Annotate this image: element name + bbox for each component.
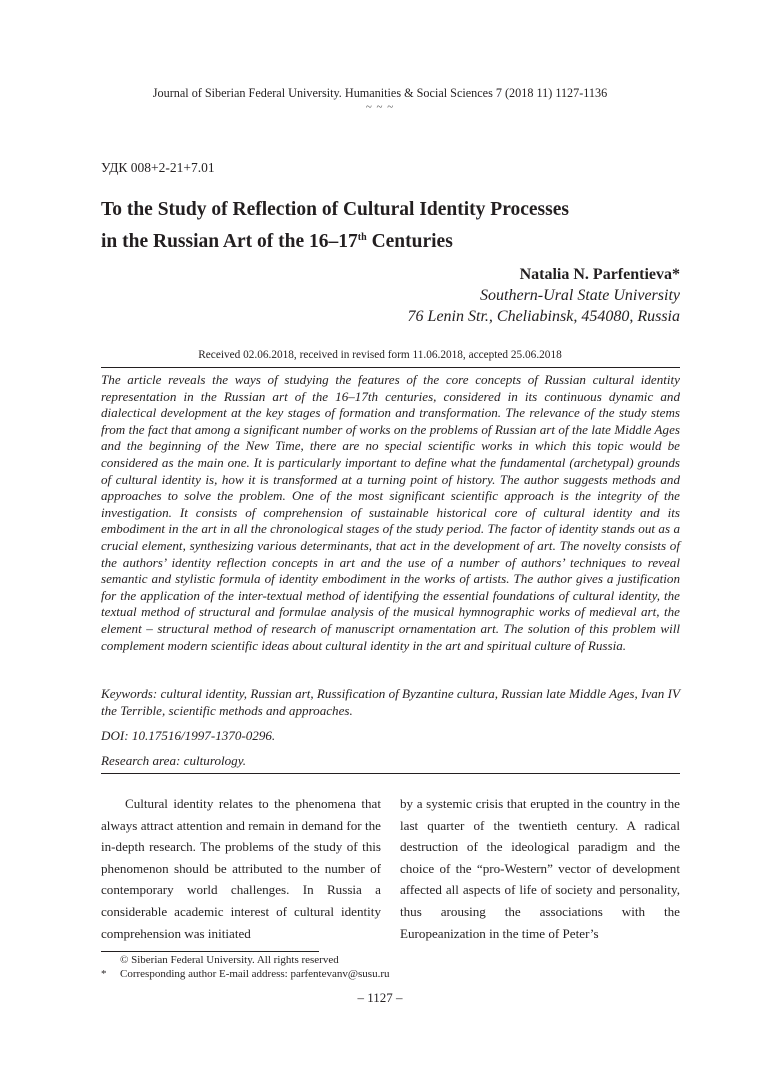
author-address: 76 Lenin Str., Cheliabinsk, 454080, Russia bbox=[407, 308, 680, 325]
header-separator: ~ ~ ~ bbox=[365, 101, 395, 113]
footnote-rule bbox=[101, 951, 319, 952]
title-line-2 bbox=[101, 224, 691, 256]
body-left-column: Cultural identity relates to the phenomena that always attract attention and remain in demand for the in-depth research. The problems of the study of this phenomenon should be attributed to the number of contemporary world challenges. In Russia a considerable academic interest of cultural identity comprehension was initiated bbox=[101, 796, 381, 941]
received-dates: Received 02.06.2018, received in revised form 11.06.2018, accepted 25.06.2018 bbox=[198, 349, 562, 361]
article-title bbox=[101, 196, 691, 256]
title-line-1: To the Study of Reflection of Cultural Identity Processes bbox=[101, 199, 569, 220]
abstract-bottom-rule bbox=[101, 773, 680, 774]
footnote-asterisk: * bbox=[101, 968, 107, 980]
title-superscript: th bbox=[357, 232, 367, 243]
doi: DOI: 10.17516/1997-1370-0296. bbox=[101, 728, 276, 743]
journal-header: Journal of Siberian Federal University. Humanities & Social Sciences 7 (2018 11) 1127-1136 bbox=[152, 86, 608, 100]
title-line-2-end: Centuries bbox=[366, 231, 453, 252]
udk-code: УДК 008+2-21+7.01 bbox=[101, 160, 215, 175]
abstract-top-rule bbox=[101, 367, 680, 368]
abstract: The article reveals the ways of studying the features of the core concepts of Russian cultural identity representation in the Russian art of the 16–17th centuries, considered in its continuous dynamic and dialectical development at the key stages of formation and transformation. The relevance of the study stems from the fact that among a significant number of works on the problems of Russian art of the late Middle Ages and the beginning of the New Time, there are no special scientific works in which this topic would be considered as the main one. It is particularly important to define what the fundamental (archetypal) grounds of cultural identity is, how it is transformed at a turning point of history. The author suggests methods and approaches to solve the problem. One of the most significant scientific approach is the integrity of the investigation. It consists of comprehension of sustainable historical core of cultural identity and its embodiment in the art in all the chronological stages of the study period. The factor of identity stands out as a crucial element, synthesizing various determinants, that act in the development of art. The novelty consists of the authors’ identity reflection concepts in art and the use of a number of authors’ techniques to reveal semantic and stylistic formula of identity embodiment in the works of artists. The author gives a justification for the application of the inter-textual method of identifying the essential foundations of cultural identity, the textual method of structural and formulae analysis of the musical hymnographic works of medieval art, the element – structural method of research of manuscript ornamentation art. The solution of this problem will complement modern scientific ideas about cultural identity in the art and spiritual culture of Russia. bbox=[101, 372, 680, 653]
keywords: Keywords: cultural identity, Russian art, Russification of Byzantine cultura, Russian late Middle Ages, Ivan IV the Terrible, scientific methods and approaches. bbox=[101, 686, 680, 718]
author-block bbox=[408, 264, 680, 327]
author-affiliation: Southern-Ural State University bbox=[480, 287, 680, 304]
footnote-corresponding bbox=[101, 968, 389, 980]
author-name: Natalia N. Parfentieva* bbox=[519, 266, 680, 283]
body-right-column: by a systemic crisis that erupted in the country in the last quarter of the twentieth century. A radical destruction of the ideological paradigm and the choice of the “pro-Western” vector of development affected all aspects of life of society and personality, thus arousing the associations with the Europeanization in the time of Peter’s bbox=[400, 796, 680, 941]
research-area: Research area: culturology. bbox=[101, 753, 247, 768]
footnote-email: Corresponding author E-mail address: parfentevanv@susu.ru bbox=[120, 968, 390, 980]
page-number: – 1127 – bbox=[357, 990, 403, 1005]
title-line-2-start: in the Russian Art of the 16–17 bbox=[101, 231, 358, 252]
footnote-copyright: © Siberian Federal University. All rights reserved bbox=[120, 954, 339, 966]
